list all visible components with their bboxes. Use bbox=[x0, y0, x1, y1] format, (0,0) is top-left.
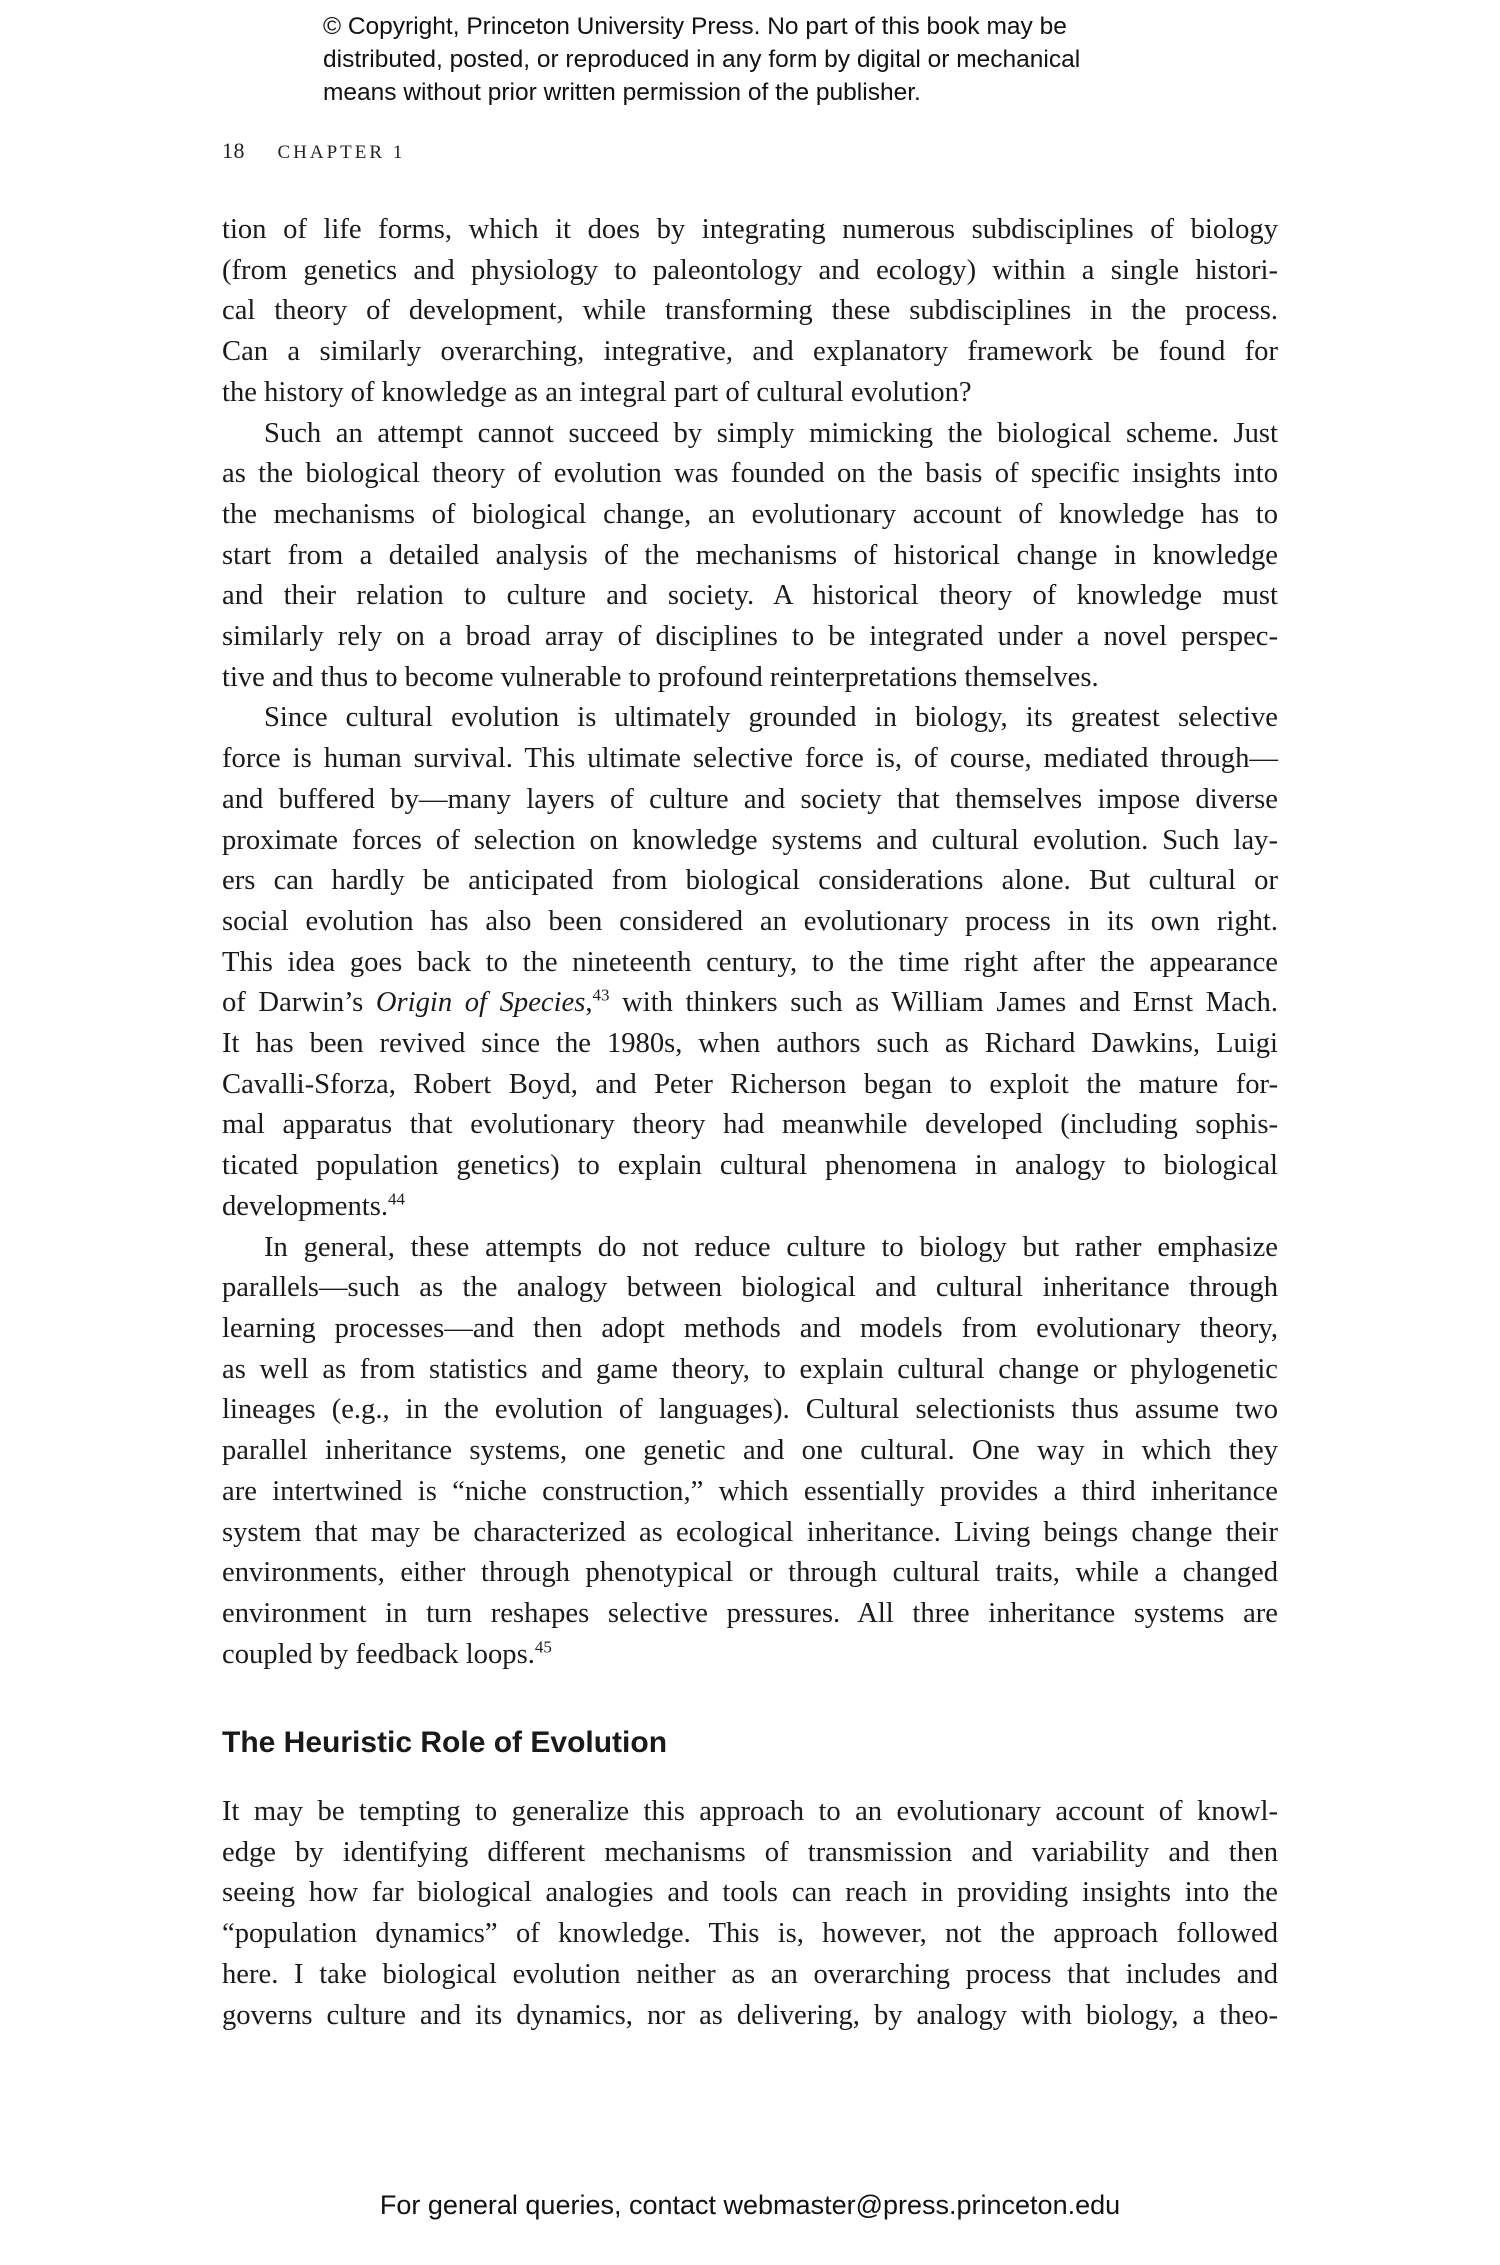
text-line: cal theory of development, while transforming these subdisciplines in the process. bbox=[222, 295, 1278, 327]
text-line: the mechanisms of biological change, an evolutionary account of knowledge has to bbox=[222, 498, 1278, 530]
copyright-notice bbox=[323, 10, 1223, 109]
text-line: and buffered by—many layers of culture and society that themselves impose diverse bbox=[222, 783, 1278, 815]
text-line: ers can hardly be anticipated from biological considerations alone. But cultural or bbox=[222, 865, 1278, 897]
text-line: seeing how far biological analogies and tools can reach in providing insights into the bbox=[222, 1877, 1278, 1909]
text-line: and their relation to culture and society. A historical theory of knowledge must bbox=[222, 580, 1278, 612]
text-line: Since cultural evolution is ultimately grounded in biology, its greatest selective bbox=[264, 702, 1278, 734]
text-line: are intertwined is “niche construction,” which essentially provides a third inheritance bbox=[222, 1475, 1278, 1507]
text-line: It has been revived since the 1980s, when authors such as Richard Dawkins, Luigi bbox=[222, 1028, 1278, 1060]
text-line: similarly rely on a broad array of disciplines to be integrated under a novel perspec- bbox=[222, 621, 1278, 653]
text-line: learning processes—and then adopt methods and models from evolutionary theory, bbox=[222, 1312, 1278, 1344]
footnote-ref-44[interactable]: 44 bbox=[387, 1189, 405, 1209]
text-line: “population dynamics” of knowledge. This is, however, not the approach followed bbox=[222, 1918, 1278, 1950]
paragraph-1 bbox=[222, 210, 1278, 414]
running-head bbox=[222, 138, 405, 164]
paragraph-3 bbox=[222, 698, 1278, 1227]
book-title-italic: Origin of Species bbox=[375, 987, 586, 1019]
text-line: governs culture and its dynamics, nor as delivering, by analogy with biology, a theo- bbox=[222, 1999, 1278, 2031]
text-line: force is human survival. This ultimate selective force is, of course, mediated through— bbox=[222, 743, 1278, 775]
copyright-line-3: means without prior written permission of the publisher. bbox=[323, 79, 921, 106]
copyright-line-1: © Copyright, Princeton University Press. No part of this book may be bbox=[323, 13, 1067, 40]
text-line: as the biological theory of evolution was founded on the basis of specific insights into bbox=[222, 458, 1278, 490]
main-body-text bbox=[222, 210, 1278, 1675]
text-line: In general, these attempts do not reduce culture to biology but rather emphasize bbox=[264, 1231, 1278, 1263]
text-line: mal apparatus that evolutionary theory had meanwhile developed (including sophis- bbox=[222, 1109, 1278, 1141]
text-line: environment in turn reshapes selective pressures. All three inheritance systems are bbox=[222, 1597, 1278, 1629]
text-line: system that may be characterized as ecological inheritance. Living beings change their bbox=[222, 1516, 1278, 1548]
paragraph-4 bbox=[222, 1228, 1278, 1676]
text-line: (from genetics and physiology to paleontology and ecology) within a single histori- bbox=[222, 254, 1278, 286]
text-line: as well as from statistics and game theory, to explain cultural change or phylogenetic bbox=[222, 1353, 1278, 1385]
text-line-darwin bbox=[222, 983, 1278, 1024]
paragraph-2 bbox=[222, 414, 1278, 699]
text-line: tion of life forms, which it does by integrating numerous subdisciplines of biology bbox=[222, 214, 1278, 245]
text-line: parallel inheritance systems, one genetic and one cultural. One way in which they bbox=[222, 1435, 1278, 1467]
text-line: Cavalli-Sforza, Robert Boyd, and Peter Richerson began to exploit the mature for- bbox=[222, 1068, 1278, 1100]
text-line: It may be tempting to generalize this approach to an evolutionary account of knowl- bbox=[222, 1796, 1278, 1827]
text-line: parallels—such as the analogy between biological and cultural inheritance through bbox=[222, 1272, 1278, 1304]
text-fragment: of Darwin’s bbox=[222, 987, 376, 1019]
text-line: social evolution has also been considered an evolutionary process in its own right. bbox=[222, 905, 1278, 937]
text-line: ticated population genetics) to explain cultural phenomena in analogy to biological bbox=[222, 1150, 1278, 1182]
text-line: start from a detailed analysis of the mechanisms of historical change in knowledge bbox=[222, 539, 1278, 571]
text-line: Can a similarly overarching, integrative, and explanatory framework be found for bbox=[222, 336, 1278, 368]
chapter-label: CHAPTER 1 bbox=[277, 142, 406, 163]
page-number: 18 bbox=[222, 138, 245, 163]
text-fragment: developments. bbox=[222, 1190, 388, 1222]
text-line: edge by identifying different mechanisms of transmission and variability and then bbox=[222, 1836, 1278, 1868]
section-heading: The Heuristic Role of Evolution bbox=[222, 1726, 668, 1759]
footnote-ref-45[interactable]: 45 bbox=[534, 1637, 552, 1657]
text-line bbox=[222, 1187, 1278, 1228]
text-line: the history of knowledge as an integral part of cultural evolution? bbox=[222, 376, 972, 408]
copyright-line-2: distributed, posted, or reproduced in any form by digital or mechanical bbox=[323, 46, 1081, 73]
section-body-text bbox=[222, 1792, 1278, 2036]
text-line: tive and thus to become vulnerable to profound reinterpretations themselves. bbox=[222, 661, 1099, 693]
text-line: Such an attempt cannot succeed by simply mimicking the biological scheme. Just bbox=[264, 417, 1278, 449]
text-fragment: , bbox=[585, 987, 593, 1019]
text-line bbox=[222, 1635, 1278, 1676]
text-line: lineages (e.g., in the evolution of languages). Cultural selectionists thus assume two bbox=[222, 1394, 1278, 1426]
footer-contact: For general queries, contact webmaster@press.princeton.edu bbox=[379, 2190, 1121, 2220]
text-fragment: with thinkers such as William James and Ernst Mach. bbox=[609, 987, 1278, 1019]
text-line: environments, either through phenotypical or through cultural traits, while a changed bbox=[222, 1557, 1278, 1589]
text-line: here. I take biological evolution neither as an overarching process that includes and bbox=[222, 1958, 1278, 1990]
text-line: This idea goes back to the nineteenth century, to the time right after the appearance bbox=[222, 946, 1278, 978]
text-fragment: coupled by feedback loops. bbox=[222, 1638, 535, 1670]
footnote-ref-43[interactable]: 43 bbox=[592, 985, 610, 1005]
text-line: proximate forces of selection on knowledge systems and cultural evolution. Such lay- bbox=[222, 824, 1278, 856]
